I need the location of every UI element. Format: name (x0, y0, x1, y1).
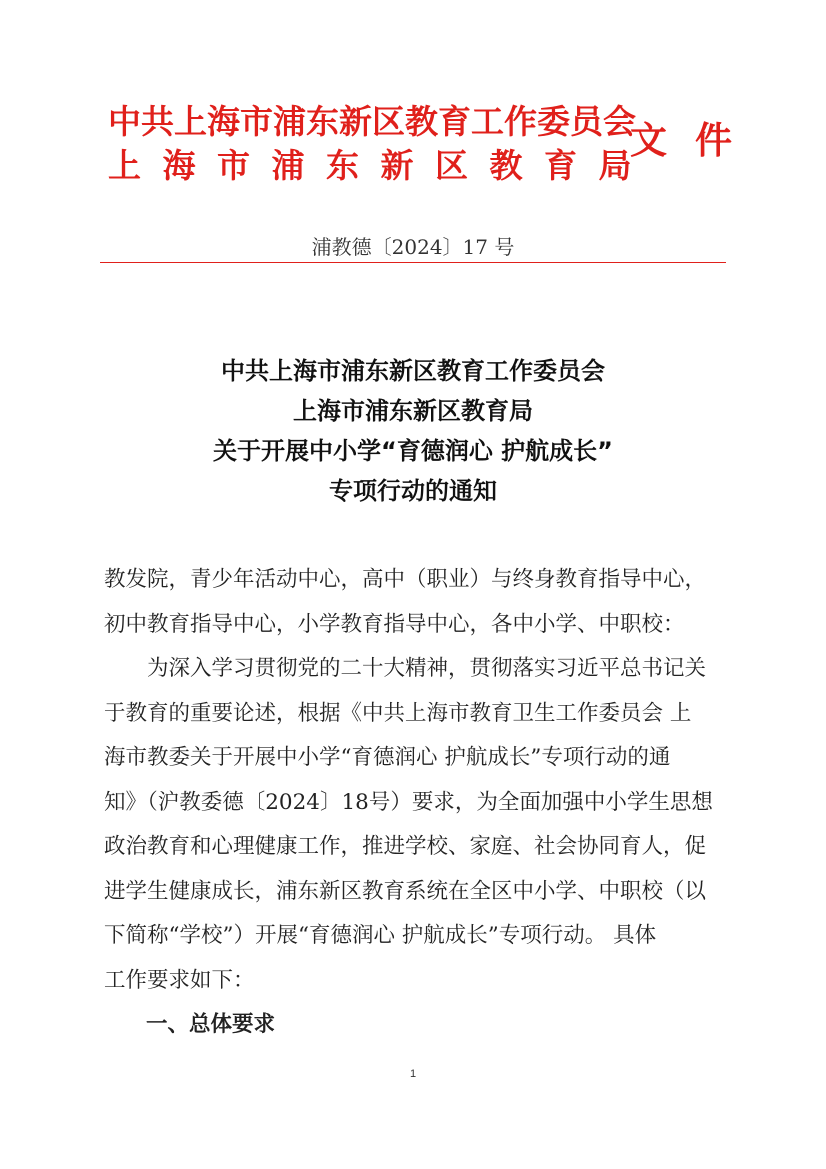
document-body (104, 558, 726, 1048)
paragraph-line: 为深入学习贯彻党的二十大精神，贯彻落实习近平总书记关 (147, 656, 707, 681)
title-line-1: 中共上海市浦东新区教育工作委员会 (221, 357, 605, 385)
document-title (0, 351, 826, 511)
org-name-line-1: 中共上海市浦东新区教育工作委员会 (108, 102, 636, 141)
org-name-line-2: 上海市浦东新区教育局 (108, 146, 653, 185)
title-line-2: 上海市浦东新区教育局 (293, 397, 533, 425)
title-line-4: 专项行动的通知 (329, 477, 497, 505)
red-divider-line (100, 262, 726, 263)
issuing-organization (108, 100, 653, 188)
recipients-line-2: 初中教育指导中心，小学教育指导中心，各中小学、中职校： (104, 611, 685, 637)
paragraph-line: 工作要求如下： (104, 967, 255, 993)
page-number: 1 (409, 1068, 417, 1080)
paragraph-line: 知》（沪教委德〔2024〕18号）要求，为全面加强中小学生思想 (104, 789, 713, 815)
recipients-line-1: 教发院，青少年活动中心，高中（职业）与终身教育指导中心， (104, 567, 707, 592)
paragraph-line: 于教育的重要论述，根据《中共上海市教育卫生工作委员会 上 (104, 700, 692, 726)
document-label: 文件 (630, 119, 760, 162)
paragraph-line: 下简称“学校”）开展“育德润心 护航成长”专项行动。 具体 (104, 923, 657, 948)
paragraph-line: 政治教育和心理健康工作，推进学校、家庭、社会协同育人，促 (104, 834, 707, 859)
section-heading: 一、总体要求 (146, 1012, 276, 1037)
document-number: 浦教德〔2024〕17 号 (311, 235, 515, 259)
title-line-3: 关于开展中小学“育德润心 护航成长” (213, 437, 613, 465)
paragraph-line: 海市教委关于开展中小学“育德润心 护航成长”专项行动的通 (104, 745, 671, 770)
paragraph-line: 进学生健康成长，浦东新区教育系统在全区中小学、中职校（以 (104, 878, 707, 904)
